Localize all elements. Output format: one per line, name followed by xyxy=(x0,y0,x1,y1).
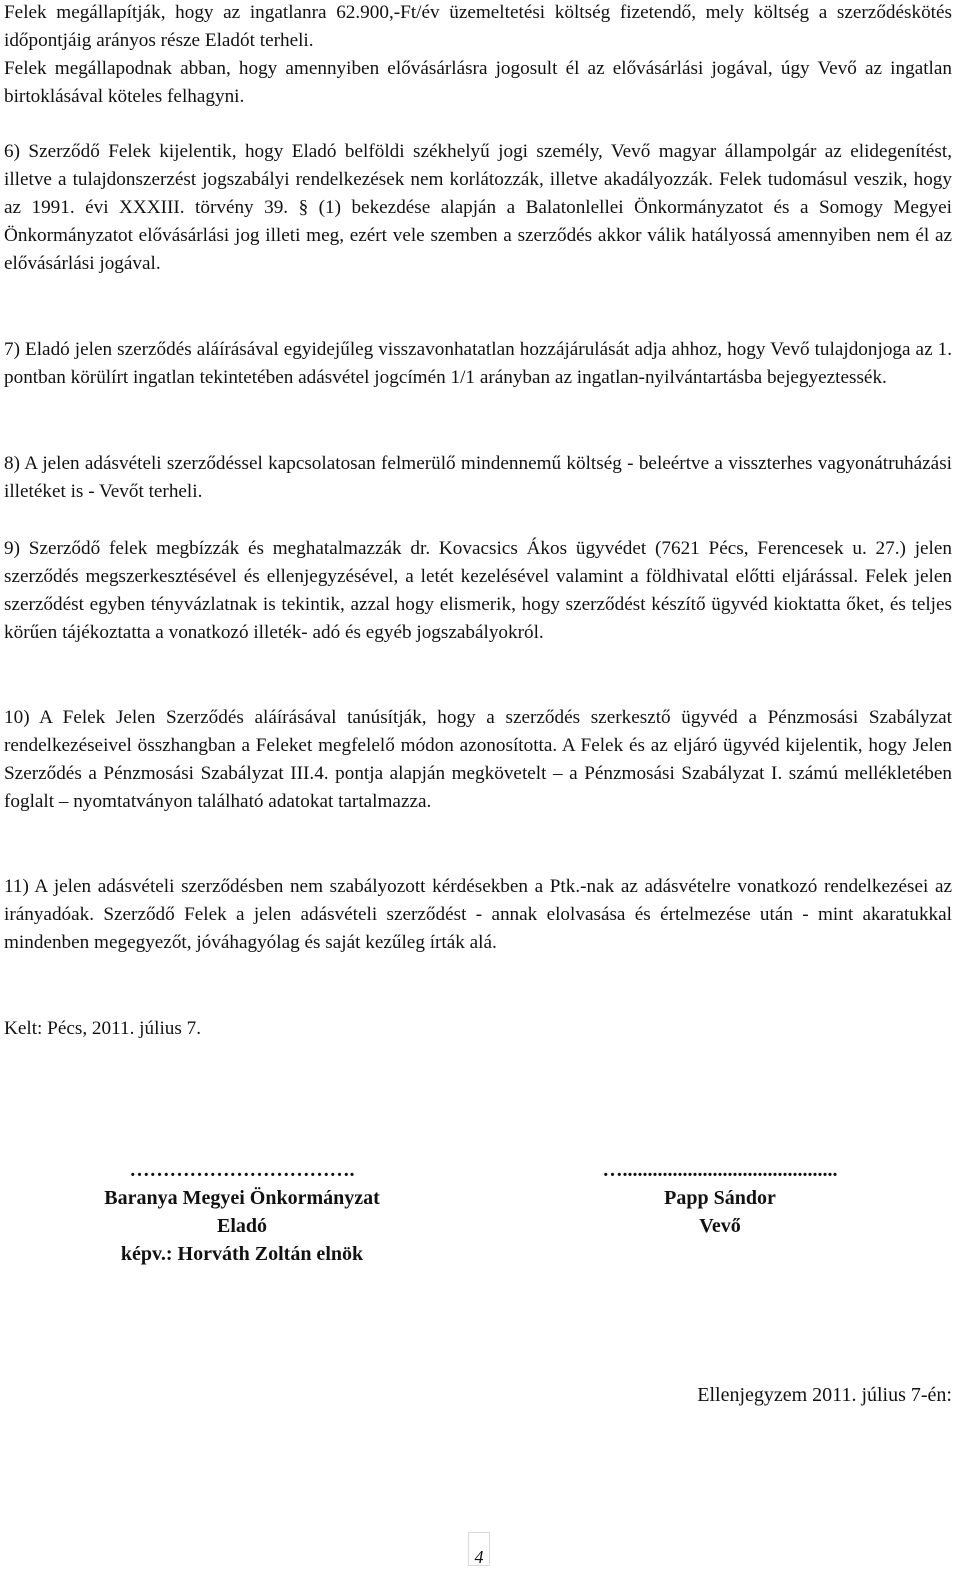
seller-role: Eladó xyxy=(216,1215,268,1237)
countersign-line: Ellenjegyzem 2011. július 7-én: xyxy=(697,1384,952,1406)
clause-6: 6) Szerződő Felek kijelentik, hogy Eladó belföldi székhelyű jogi személy, Vevő magyar állampolgár az elidegenítést, illetve a tulajdonszerzést jogszabályi rendelkezések nem korlátozzák, illetve akadályozzák. Felek tudomásul veszik, hogy az 1991. évi XXXIII. törvény 39. § (1) bekezdése alapján a Balatonlellei Önkormányzatot és a Somogy Megyei Önkormányzatot elővásárlási jog illeti meg, ezért vele szemben a szerződés akkor válik hatályossá amennyiben nem él az elővásárlási jogával. xyxy=(4,141,952,274)
clause-7: 7) Eladó jelen szerződés aláírásával egyidejűleg visszavonhatatlan hozzájárulását adja ahhoz, hogy Vevő tulajdonjoga az 1. pontban körülírt ingatlan tekintetében adásvétel jogcímén 1/1 arányban az ingatlan-nyilvántartásba bejegyeztessék. xyxy=(4,339,952,388)
page-number: 4 xyxy=(468,1532,490,1566)
date-place-line: Kelt: Pécs, 2011. július 7. xyxy=(4,1018,202,1039)
seller-name: Baranya Megyei Önkormányzat xyxy=(104,1187,380,1209)
clause-8: 8) A jelen adásvételi szerződéssel kapcsolatosan felmerülő mindennemű költség - beleértve a visszterhes vagyonátruházási illetéket is - Vevőt terheli. xyxy=(4,453,952,502)
seller-signature-line: ……………………………. xyxy=(129,1159,355,1181)
clause-11: 11) A jelen adásvételi szerződésben nem szabályozott kérdésekben a Ptk.-nak az adásvételre vonatkozó rendelkezései az irányadóak. Szerződő Felek a jelen adásvételi szerződést - annak elolvasása és értelmezése után - mint akaratukkal mindenben megegyezőt, jóváhagyólag és saját kezűleg írták alá. xyxy=(4,876,952,953)
intro-line-preemption: Felek megállapodnak abban, hogy amennyiben elővásárlásra jogosult él az elővásárlási jogával, úgy Vevő az ingatlan birtoklásával köteles felhagyni. xyxy=(4,58,952,107)
clause-9: 9) Szerződő felek megbízzák és meghatalmazzák dr. Kovacsics Ákos ügyvédet (7621 Pécs, Ferencesek u. 27.) jelen szerződés megszerkesztésével és ellenjegyzésével, a letét kezelésével valamint a földhivatal előtti eljárással. Felek jelen szerződést egyben tényvázlatnak is tekintik, azzal hogy elismerik, hogy szerződést készítő ügyvéd kioktatta őket, és teljes körűen tájékoztatta a vonatkozó illeték- adó és egyéb jogszabályokról. xyxy=(4,538,952,643)
seller-signature-block xyxy=(62,1156,422,1268)
intro-line-cost: Felek megállapítják, hogy az ingatlanra 62.900,-Ft/év üzemeltetési költség fizetendő, mely költség a szerződéskötés időpontjáig arányos része Eladót terheli. xyxy=(4,2,952,51)
buyer-name: Papp Sándor xyxy=(664,1187,776,1209)
clause-10: 10) A Felek Jelen Szerződés aláírásával tanúsítják, hogy a szerződés szerkesztő ügyvéd a Pénzmosási Szabályzat rendelkezéseivel összhangban a Feleket megfelelő módon azonosította. A Felek és az eljáró ügyvéd kijelentik, hogy Jelen Szerződés a Pénzmosási Szabályzat III.4. pontja alapján megkövetelt – a Pénzmosási Szabályzat I. számú mellékletében foglalt – nyomtatványon található adatokat tartalmazza. xyxy=(4,707,952,812)
seller-representative: képv.: Horváth Zoltán elnök xyxy=(120,1243,364,1265)
intro-paragraph xyxy=(4,0,952,111)
buyer-signature-line: …........................................... xyxy=(602,1159,838,1181)
buyer-signature-block xyxy=(540,1156,900,1240)
buyer-role: Vevő xyxy=(699,1215,741,1237)
